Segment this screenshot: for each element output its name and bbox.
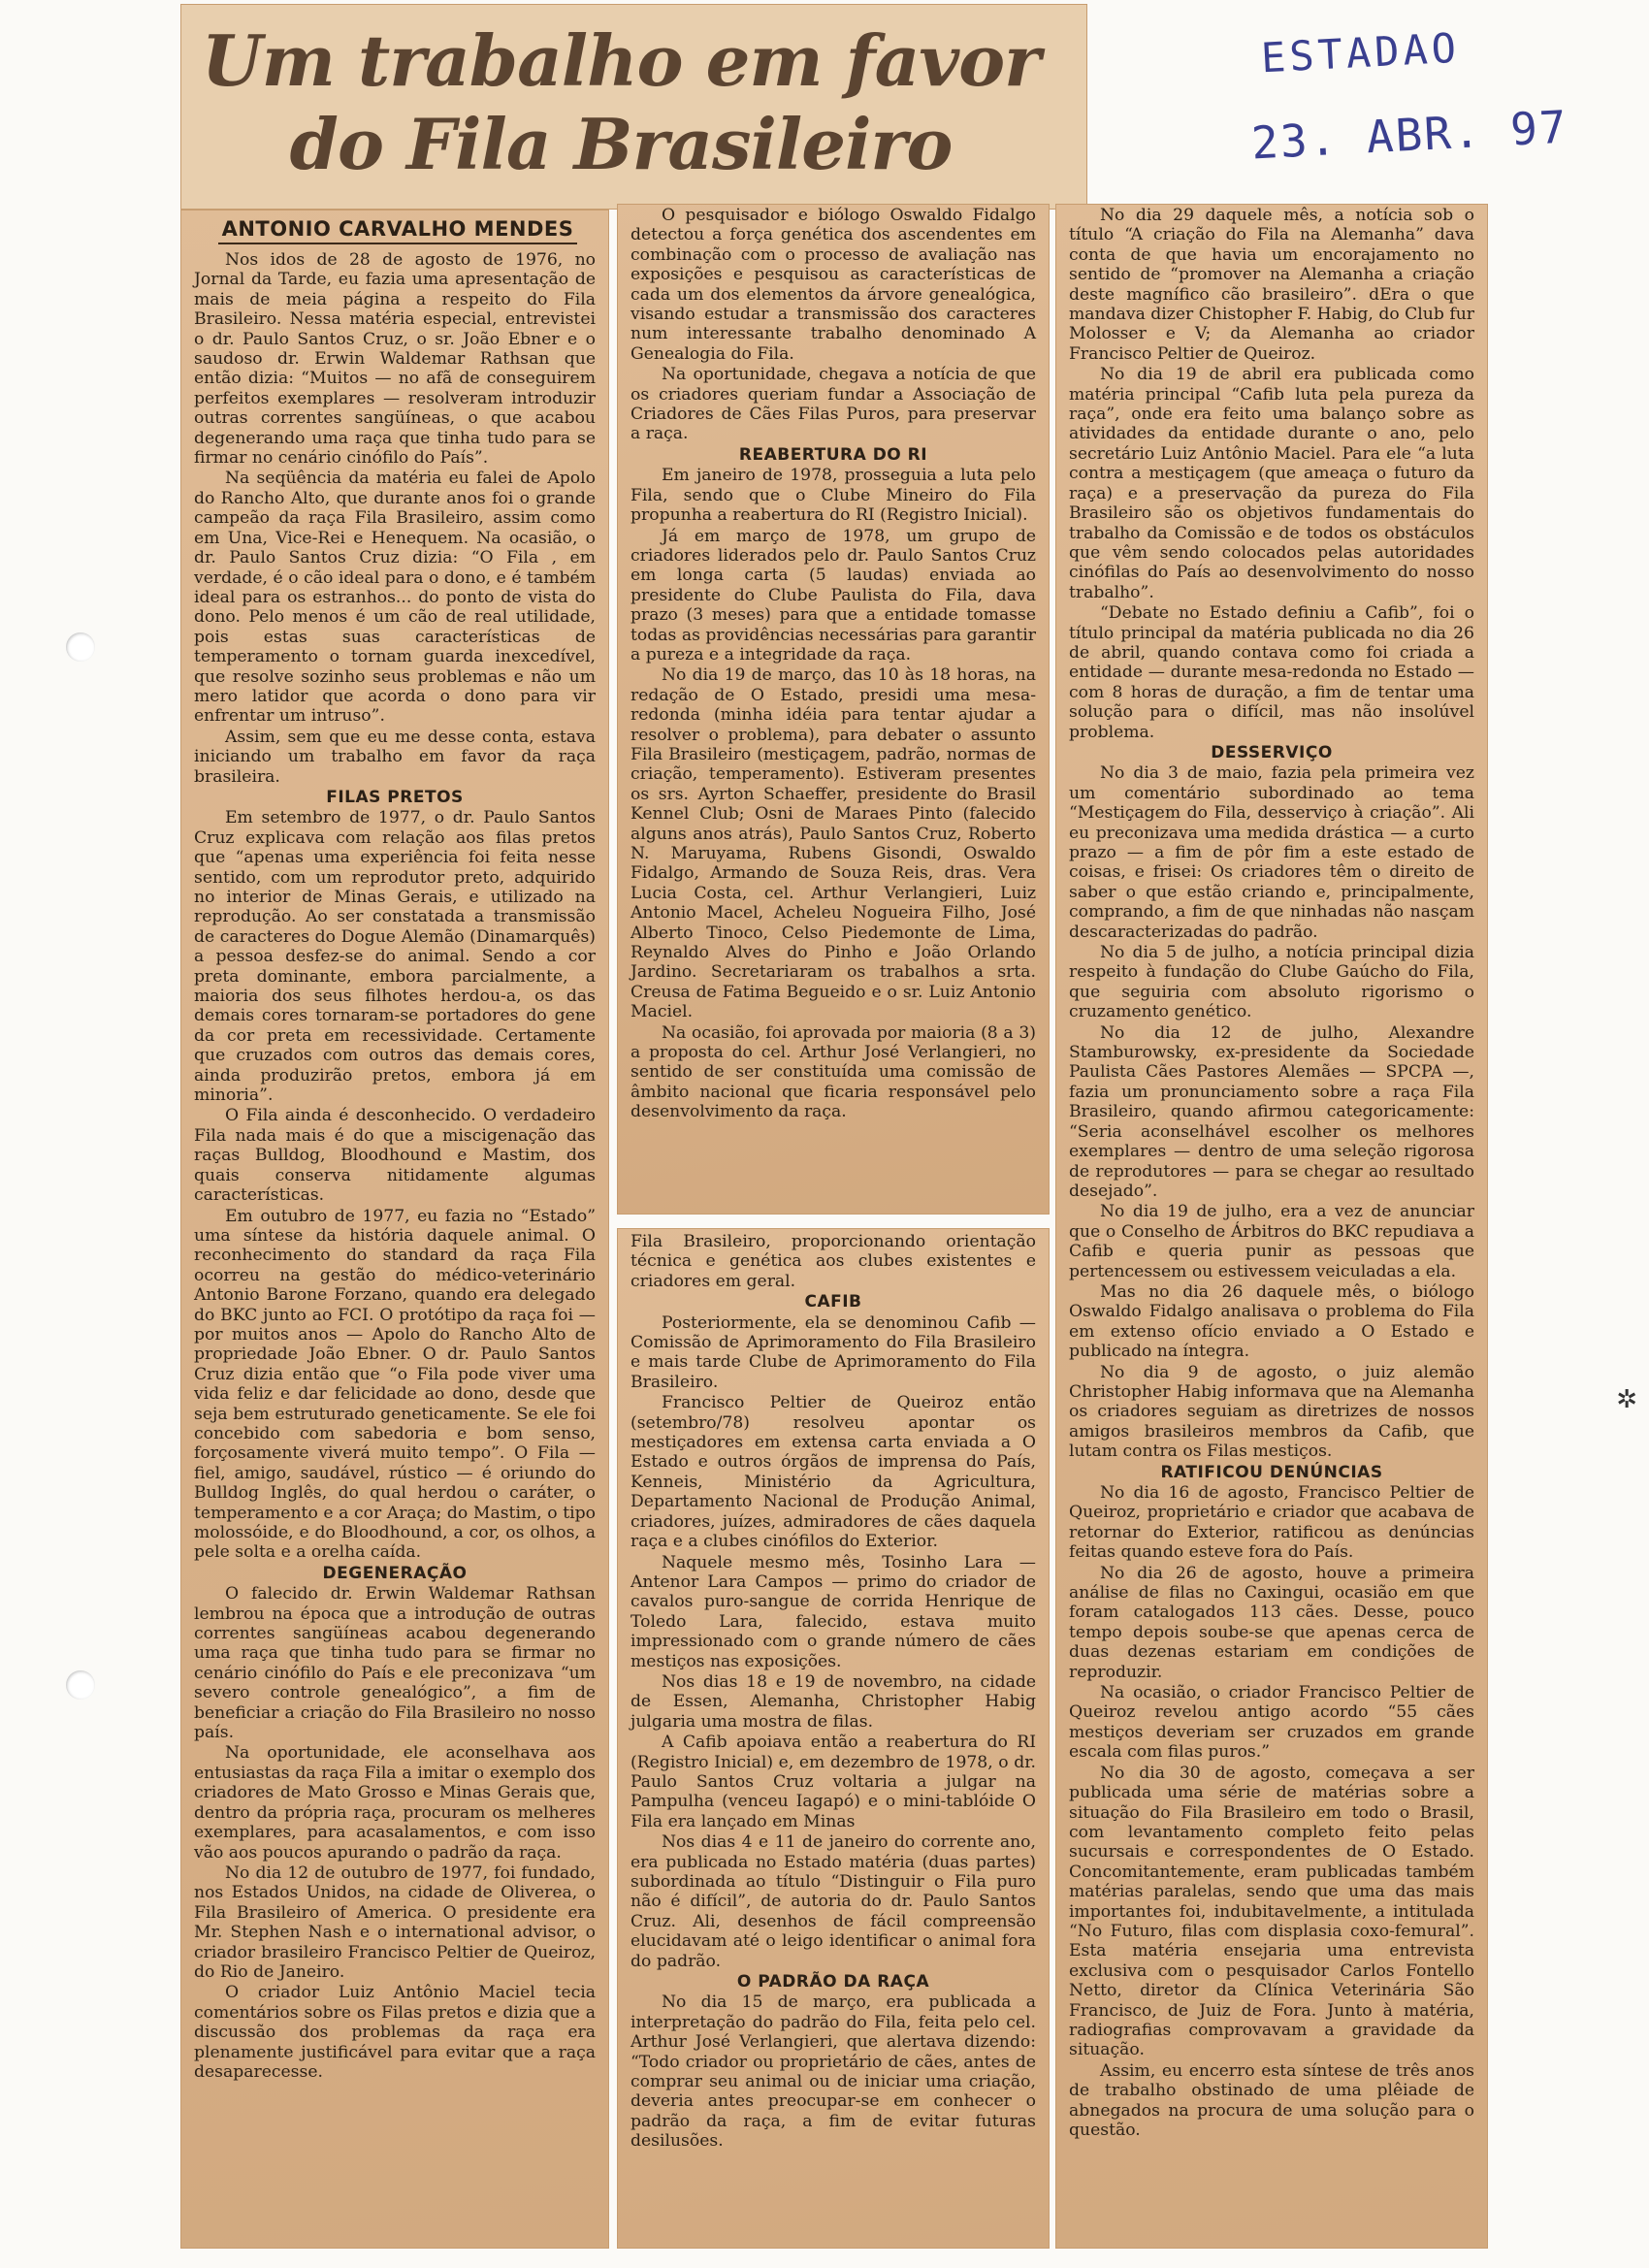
article-paragraph: Mas no dia 26 daquele mês, o biólogo Oswaldo Fidalgo analisava o problema do Fila em extenso ofício enviado a O Estado e publicado na íntegra. <box>1069 1281 1474 1362</box>
article-paragraph: No dia 12 de julho, Alexandre Stamburowsky, ex-presidente da Sociedade Paulista Cães Pastores Alemães — SPCPA —, fazia um pronunciamento sobre a raça Fila Brasileiro, quando afirmou categoricamente: “Seria aconselhável escolher os melhores exemplares — dentro de uma seleção rigorosa de reprodutores — para se chegar ao resultado desejado”. <box>1069 1022 1474 1201</box>
article-paragraph: No dia 19 de março, das 10 às 18 horas, na redação de O Estado, presidi uma mesa-redonda (minha idéia para tentar ajudar a resolver o problema), para debater o assunto Fila Brasileiro (mestiçagem, padrão, normas de criação, temperamento). Estiveram presentes os srs. Ayrton Schaeffer, presidente do Brasil Kennel Club; Osni de Maraes Pinto (falecido alguns anos atrás), Paulo Santos Cruz, Roberto N. Maruyama, Rubens Gisondi, Oswaldo Fidalgo, Armando de Souza Reis, dras. Vera Lucia Costa, cel. Arthur Verlangieri, Luiz Antonio Macel, Acheleu Nogueira Filho, José Alberto Tinoco, Celso Piedemonte de Lima, Reynaldo Alves do Pinho e João Orlando Jardino. Secretariaram os trabalhos a srta. Creusa de Fatima Begueido e o sr. Luiz Antonio Maciel. <box>630 665 1036 1022</box>
punch-hole-bottom <box>66 1670 95 1700</box>
article-paragraph: Em outubro de 1977, eu fazia no “Estado” uma síntese da história daquele animal. O reconhecimento do standard da raça Fila ocorreu na gestão do médico-veterinário Antonio Barone Forzano, quando era delegado do BKC junto ao FCI. O protótipo da raça foi — por muitos anos — Apolo do Rancho Alto de propriedade João Ebner. O dr. Paulo Santos Cruz dizia então que “o Fila pode viver uma vida feliz e dar felicidade ao dono, desde que seja bem estruturado geneticamente. Se ele foi concebido com sabedoria e bom senso, forçosamente viverá muito tempo”. O Fila — fiel, amigo, saudável, rústico — é oriundo do Bulldog Inglês, do qual herdou o caráter, o temperamento e a cor Araça; do Mastim, o tipo molossóide, e do Bloodhound, a cor, os olhos, a pele solta e a orelha caída. <box>194 1206 596 1563</box>
section-subhead: REABERTURA DO RI <box>738 444 928 465</box>
article-paragraph: No dia 12 de outubro de 1977, foi fundado, nos Estados Unidos, na cidade de Oliverea, o Fila Brasileiro of America. O presidente era Mr. Stephen Nash e o international advisor, o criador brasileiro Francisco Peltier de Queiroz, do Rio de Janeiro. <box>194 1863 596 1982</box>
handwritten-date: 23. ABR. 97 <box>1249 100 1569 170</box>
column-1-text <box>184 250 605 2244</box>
article-paragraph: Assim, eu encerro esta síntese de três anos de trabalho obstinado de uma plêiade de abnegados na procura de uma solução para o questão. <box>1069 2060 1474 2140</box>
article-paragraph: No dia 19 de julho, era a vez de anunciar que o Conselho de Árbitros do BKC repudiava a Cafib e queria punir as pessoas que pertencessem ou estivessem veiculadas a ela. <box>1069 1202 1474 1281</box>
article-paragraph: Assim, sem que eu me desse conta, estava iniciando um trabalho em favor da raça brasileira. <box>194 727 596 787</box>
article-paragraph: No dia 15 de março, era publicada a interpretação do padrão do Fila, feita pelo cel. Arthur José Verlangieri, que alertava dizendo: “Todo criador ou proprietário de cães, antes de comprar seu animal ou de iniciar uma criação, deveria antes preocupar-se em conhecer o padrão da raça, a fim de evitar futuras desilusões. <box>630 1993 1036 2152</box>
article-paragraph: Posteriormente, ela se denominou Cafib — Comissão de Aprimoramento do Fila Brasileiro e mais tarde Clube de Aprimoramento do Fila Brasileiro. <box>630 1312 1036 1392</box>
article-paragraph: No dia 9 de agosto, o juiz alemão Christopher Habig informava que na Alemanha os criadores seguiam as diretrizes de nossos amigos brasileiros membros da Cafib, que lutam contra os Filas mestiços. <box>1069 1362 1474 1462</box>
article-paragraph: O criador Luiz Antônio Maciel tecia comentários sobre os Filas pretos e dizia que a discussão dos problemas da raça era plenamente justificável para evitar que a raça desaparecesse. <box>194 1983 596 2082</box>
article-paragraph: Em setembro de 1977, o dr. Paulo Santos Cruz explicava com relação aos filas pretos que “apenas uma experiência foi feita nesse sentido, com um reprodutor preto, adquirido no interior de Minas Gerais, e utilizado na reprodução. Ao ser constatada a transmissão de caracteres do Dogue Alemão (Dinamarquês) a pessoa desfez-se do animal. Sendo a cor preta dominante, embora parcialmente, a maioria dos seus filhotes herdou-a, os das demais cores tornaram-se portadores do gene da cor preta em recessividade. Certamente que cruzados com outros das demais cores, ainda produzirão pretos, embora já em minoria”. <box>194 808 596 1106</box>
article-paragraph: O pesquisador e biólogo Oswaldo Fidalgo detectou a força genética dos ascendentes em combinação com o processo de avaliação nas exposições e pesquisou as características de cada um dos elementos da árvore genealógica, visando estudar a transmissão dos caracteres num interessante trabalho denominado A Genealogia do Fila. <box>630 206 1036 364</box>
section-subhead: FILAS PRETOS <box>326 787 464 807</box>
ink-speck: ✲ <box>1616 1385 1637 1414</box>
handwritten-source: ESTADAO <box>1259 23 1462 82</box>
section-subhead: O PADRÃO DA RAÇA <box>736 1972 930 1993</box>
article-paragraph: Nos dias 4 e 11 de janeiro do corrente ano, era publicada no Estado matéria (duas partes) subordinada ao título “Distinguir o Fila puro não é difícil”, de autoria do dr. Paulo Santos Cruz. Ali, desenhos de fácil compreensão elucidavam até o leigo identificar o animal fora do padrão. <box>630 1832 1036 1971</box>
headline-line-1: Um trabalho em favor <box>201 19 1041 102</box>
article-paragraph: Em janeiro de 1978, prosseguia a luta pelo Fila, sendo que o Clube Mineiro do Fila propunha a reabertura do RI (Registro Inicial). <box>630 466 1036 526</box>
article-paragraph: Na seqüência da matéria eu falei de Apolo do Rancho Alto, que durante anos foi o grande campeão da raça Fila Brasileiro, assim como em Una, Vice-Rei e Henequem. Na ocasião, o dr. Paulo Santos Cruz dizia: “O Fila , em verdade, é o cão ideal para o dono, e é também ideal para os estranhos... do ponto de vista do dono. Pelo menos é um cão de real utilidade, pois estas suas características de temperamento o tornam guarda inexcedível, que resolve sozinho seus problemas e não um mero latidor que acorda o dono para vir enfrentar um intruso”. <box>194 469 596 727</box>
article-paragraph: No dia 29 daquele mês, a notícia sob o título “A criação do Fila na Alemanha” dava conta de que havia um encorajamento no sentido de “promover na Alemanha a criação deste magnífico cão brasileiro”. dEra o que mandava dizer Chistopher F. Habig, do Club fur Molosser e V; da Alemanha ao criador Francisco Peltier de Queiroz. <box>1069 206 1474 364</box>
section-subhead: CAFIB <box>804 1292 862 1312</box>
article-paragraph: No dia 16 de agosto, Francisco Peltier de Queiroz, proprietário e criador que acabava de retornar do Exterior, ratificou as denúncias feitas quando esteve fora do País. <box>1069 1483 1474 1563</box>
article-paragraph: Na ocasião, foi aprovada por maioria (8 a 3) a proposta do cel. Arthur José Verlangieri, no sentido de ser constituída uma comissão de âmbito nacional que ficaria responsável pelo desenvolvimento da raça. <box>630 1022 1036 1122</box>
article-paragraph: Já em março de 1978, um grupo de criadores liderados pelo dr. Paulo Santos Cruz em longa carta (5 laudas) enviada ao presidente do Clube Paulista do Fila, dava prazo (3 meses) para que a entidade tomasse todas as providências necessárias para garantir a pureza e a integridade da raça. <box>630 526 1036 664</box>
article-paragraph: Nos dias 18 e 19 de novembro, na cidade de Essen, Alemanha, Christopher Habig julgaria uma mostra de filas. <box>630 1671 1036 1732</box>
byline: ANTONIO CARVALHO MENDES <box>218 217 577 244</box>
article-paragraph: A Cafib apoiava então a reabertura do RI (Registro Inicial) e, em dezembro de 1978, o dr. Paulo Santos Cruz voltaria a julgar na Pampulha (venceu Iagapó) e o mini-tablóide O Fila era lançado em Minas <box>630 1733 1036 1831</box>
section-subhead: DESSERVIÇO <box>1211 742 1333 762</box>
article-paragraph: “Debate no Estado definiu a Cafib”, foi o título principal da matéria publicada no dia 26 de abril, quando contava como foi criada a entidade — durante mesa-redonda no Estado — com 8 horas de duração, a fim de tentar uma solução para o difícil, mas não insolúvel problema. <box>1069 603 1474 742</box>
article-paragraph: Na ocasião, o criador Francisco Peltier de Queiroz revelou antigo acordo “55 cães mestiços deveriam ser cruzados em grande escala com filas puros.” <box>1069 1683 1474 1763</box>
article-paragraph: No dia 19 de abril era publicada como matéria principal “Cafib luta pela pureza da raça”, onde era feito uma balanço sobre as atividades da entidade durante o ano, pelo secretário Luiz Antônio Maciel. Para ele “a luta contra a mestiçagem (que ameaça o futuro da raça) e a preservação da pureza do Fila Brasileiro são os objetivos fundamentais do trabalho da Comissão e de todos os obstáculos que vêm sendo colocados pelas autoridades cinófilas do País ao desenvolvimento do nosso trabalho”. <box>1069 365 1474 602</box>
article-paragraph: No dia 3 de maio, fazia pela primeira vez um comentário subordinado ao tema “Mestiçagem do Fila, desserviço à criação”. Ali eu preconizava uma medida drástica — a curto prazo — a fim de pôr fim a este estado de coisas, e frisei: Os criadores têm o direito de saber o que estão criando e, principalmente, comprando, a fim de que ninhadas não nasçam descaracterizadas do padrão. <box>1069 763 1474 942</box>
column-2-top-text <box>621 206 1046 1211</box>
headline-line-2: do Fila Brasileiro <box>289 103 953 185</box>
article-paragraph: O falecido dr. Erwin Waldemar Rathsan lembrou na época que a introdução de outras correntes sangüíneas acabou degenerando uma raça que tinha tudo para se firmar no cenário cinófilo do País e ele preconizava “um severo controle genealógico”, a fim de beneficiar a criação do Fila Brasileiro no nosso país. <box>194 1584 596 1743</box>
section-subhead: RATIFICOU DENÚNCIAS <box>1160 1462 1383 1482</box>
article-paragraph: No dia 30 de agosto, começava a ser publicada uma série de matérias sobre a situação do Fila Brasileiro em todo o Brasil, com levantamento completo feito pelas sucursais e correspondentes de O Estado. Concomitantemente, eram publicadas também matérias paralelas, sendo que uma das mais importantes foi, indubitavelmente, a intitulada “No Futuro, filas com displasia coxo-femural”. Esta matéria ensejaria uma entrevista exclusiva com o pesquisador Carlos Fontello Netto, diretor da Clínica Veterinária São Francisco, de Juiz de Fora. Junto à matéria, radiografias comprovavam a gravidade da situação. <box>1069 1763 1474 2060</box>
punch-hole-top <box>66 632 95 662</box>
column-3-text <box>1059 206 1484 2245</box>
section-subhead: DEGENERAÇÃO <box>322 1563 468 1583</box>
article-paragraph: O Fila ainda é desconhecido. O verdadeiro Fila nada mais é do que a miscigenação das raças Bulldog, Bloodhound e Mastim, dos quais conserva nitidamente algumas características. <box>194 1106 596 1206</box>
article-paragraph: Na oportunidade, chegava a notícia de que os criadores queriam fundar a Associação de Criadores de Cães Filas Puros, para preservar a raça. <box>630 365 1036 444</box>
article-headline <box>194 19 1048 186</box>
article-paragraph: Francisco Peltier de Queiroz então (setembro/78) resolveu apontar os mestiçadores em extensa carta enviada a O Estado e outros órgãos de imprensa do País, Kenneis, Ministério da Agricultura, Departamento Nacional de Produção Animal, criadores, juízes, admiradores de cães daquela raça e a clubes cinófilos do Exterior. <box>630 1393 1036 1552</box>
column-2-bottom-text <box>621 1232 1046 2245</box>
article-paragraph: Fila Brasileiro, proporcionando orientação técnica e genética aos clubes existentes e criadores em geral. <box>630 1232 1036 1291</box>
article-paragraph: Nos idos de 28 de agosto de 1976, no Jornal da Tarde, eu fazia uma apresentação de mais de meia página a respeito do Fila Brasileiro. Nessa matéria especial, entrevistei o dr. Paulo Santos Cruz, o sr. João Ebner e o saudoso dr. Erwin Waldemar Rathsan que então dizia: “Muitos — no afã de conseguirem perfeitos exemplares — resolveram introduzir outras correntes sangüíneas, o que acabou degenerando uma raça que tinha tudo para se firmar no cenário cinófilo do País”. <box>194 250 596 469</box>
article-paragraph: Naquele mesmo mês, Tosinho Lara — Antenor Lara Campos — primo do criador de cavalos puro-sangue de corrida Henrique de Toledo Lara, falecido, estava muito impressionado com o grande número de cães mestiços nas exposições. <box>630 1552 1036 1671</box>
article-paragraph: No dia 26 de agosto, houve a primeira análise de filas no Caxingui, ocasião em que foram catalogados 113 cães. Desse, pouco tempo depois soube-se que apenas cerca de duas dezenas estariam em condições de reproduzir. <box>1069 1563 1474 1682</box>
article-paragraph: Na oportunidade, ele aconselhava aos entusiastas da raça Fila a imitar o exemplo dos criadores de Mato Grosso e Minas Gerais que, dentro da própria raça, procuram os melheres exemplares, para acasalamentos, e com isso vão aos poucos apurando o padrão da raça. <box>194 1743 596 1863</box>
article-paragraph: No dia 5 de julho, a notícia principal dizia respeito à fundação do Clube Gaúcho do Fila, que seguiria com absoluto rigorismo o cruzamento genético. <box>1069 943 1474 1022</box>
